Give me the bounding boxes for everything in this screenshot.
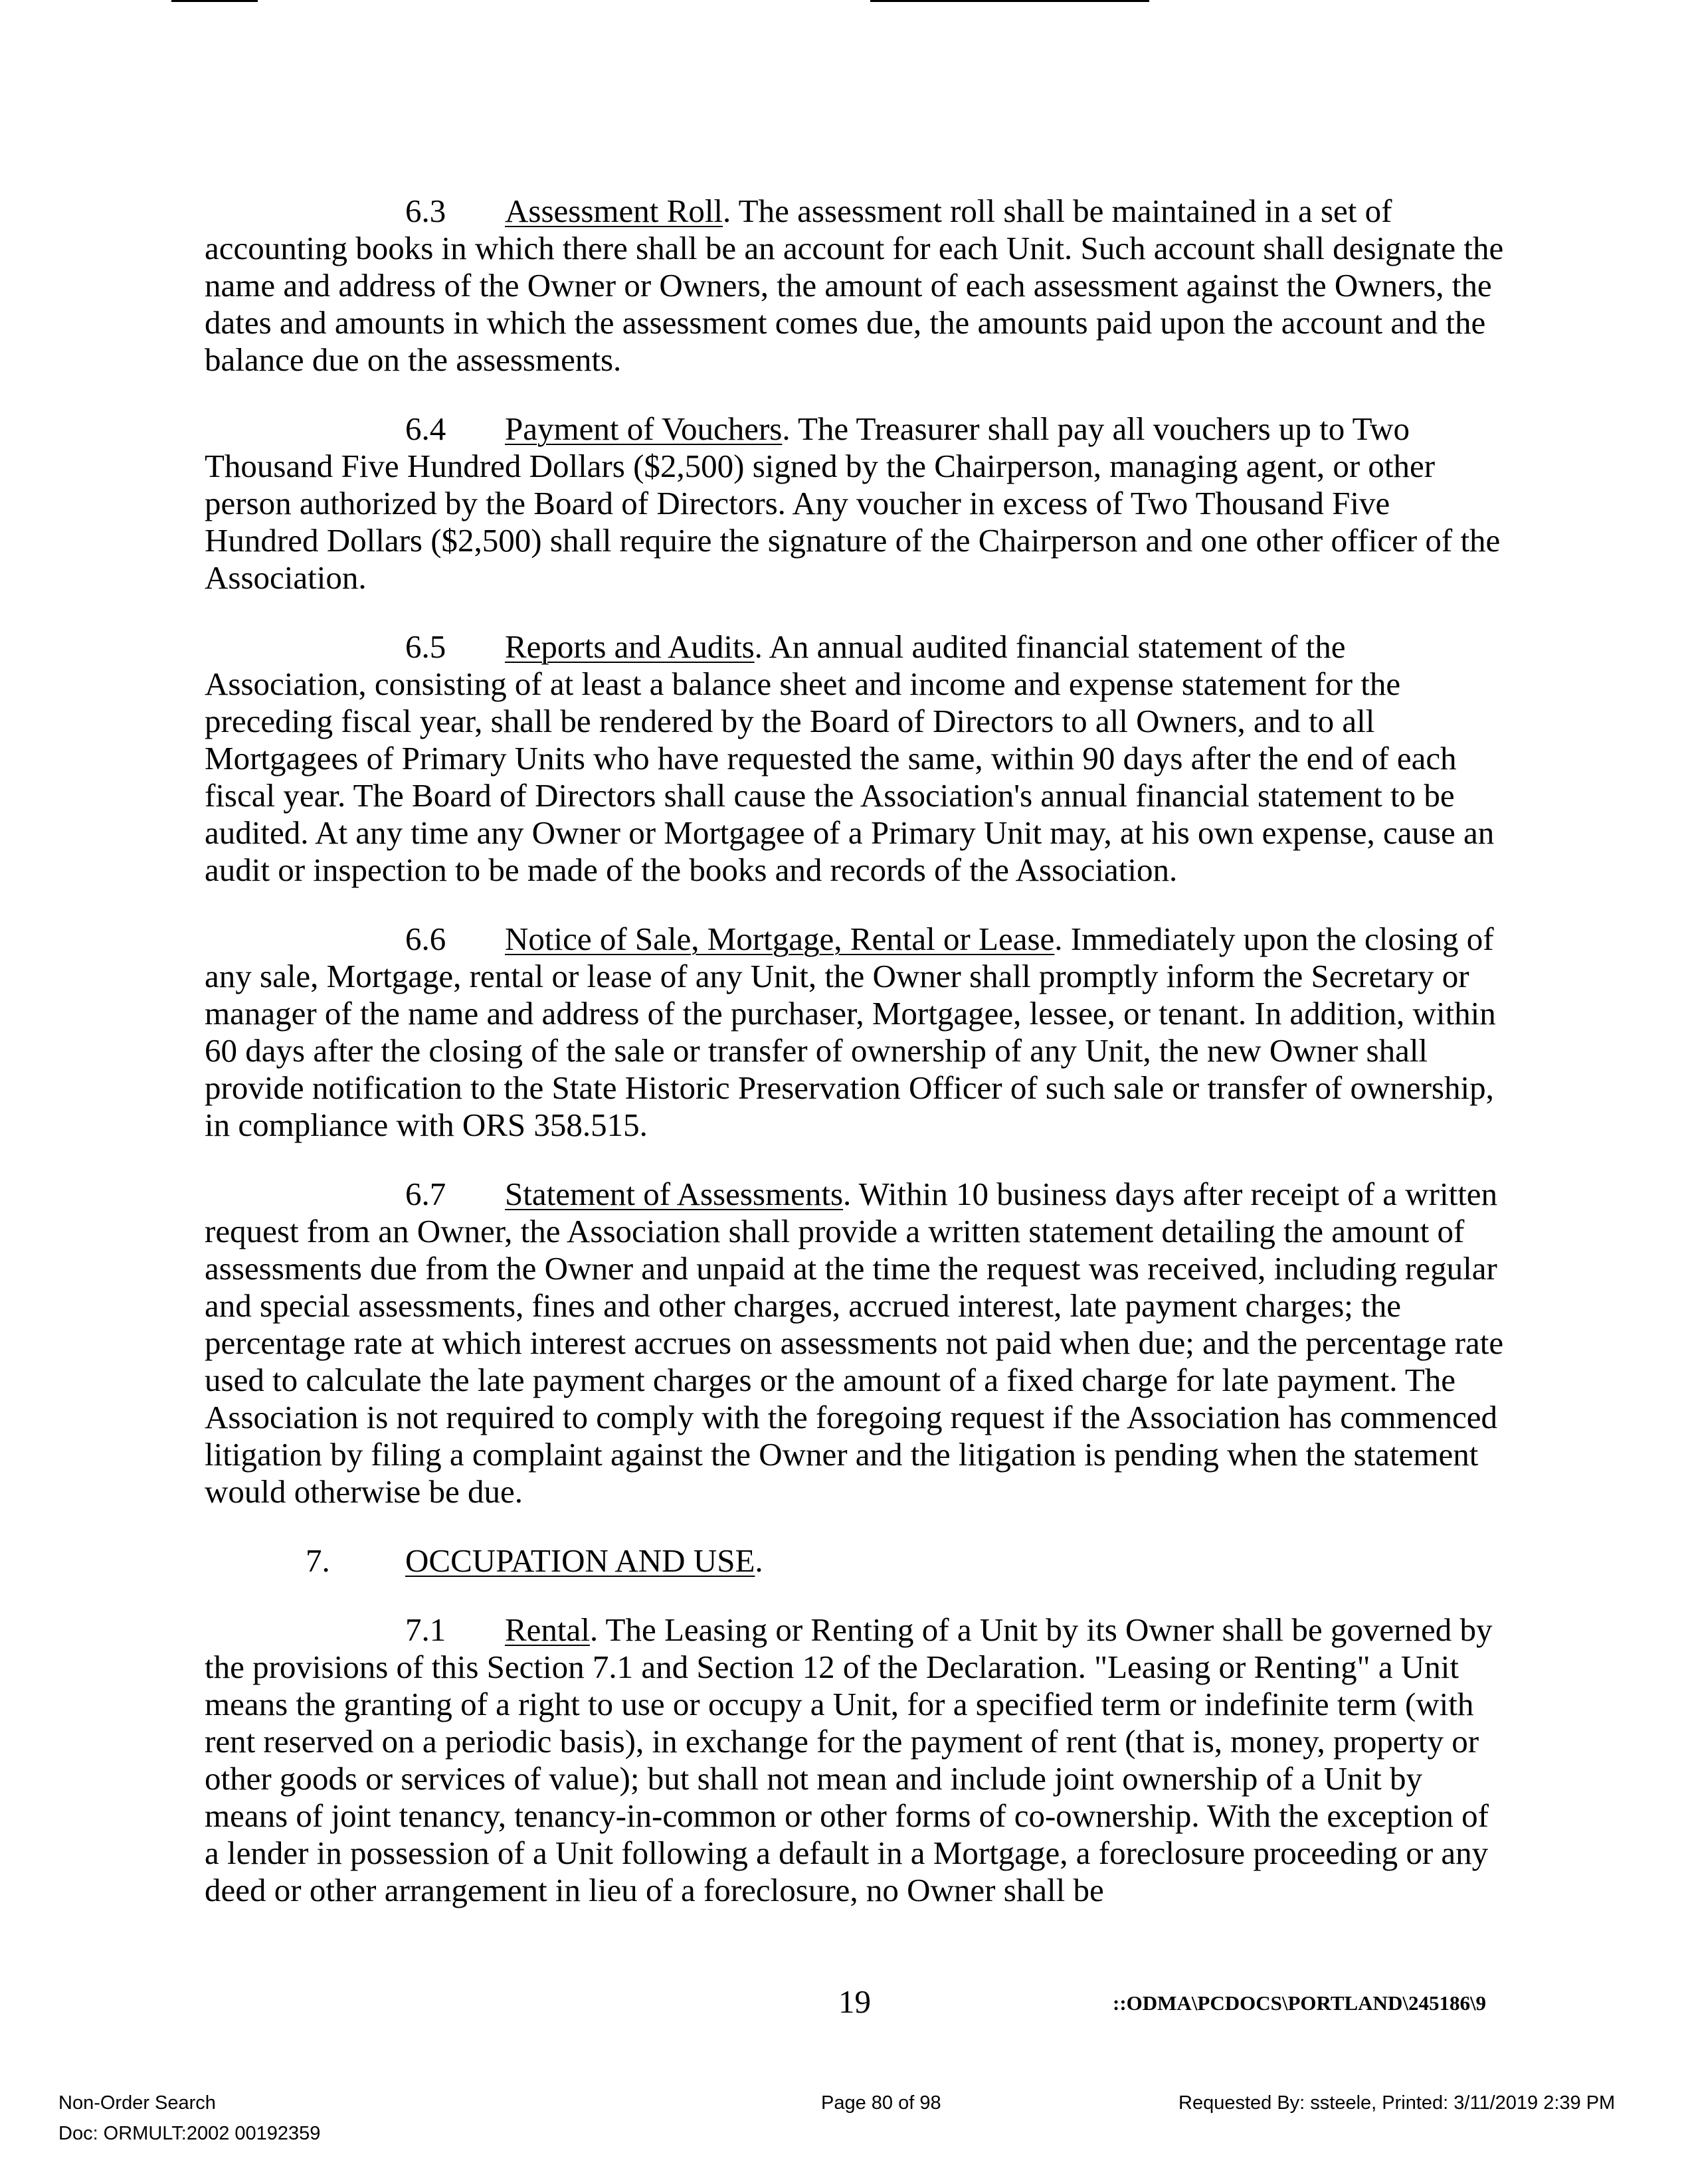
scan-artifact-line <box>171 0 258 2</box>
section-text: . An annual audited financial statement of the Association, consisting of at least a balance sheet and income and expense statement for the preceding fiscal year, shall be rendered by the Board of Directors to all Owners, and to all Mortgagees of Primary Units who have requested the same, within 90 days after the end of each fiscal year. The Board of Directors shall cause the Association's annual financial statement to be audited. At any time any Owner or Mortgagee of a Primary Unit may, at his own expense, cause an audit or inspection to be made of the books and records of the Association. <box>205 628 1495 888</box>
section-number: 6.3 <box>405 193 446 229</box>
section-title: Notice of Sale, Mortgage, Rental or Lease <box>505 921 1055 957</box>
section-text: . The Treasurer shall pay all vouchers up to Two Thousand Five Hundred Dollars ($2,500) signed by the Chairperson, managing agent, or other person authorized by the Board of Directors. Any voucher in excess of Two Thousand Five Hundred Dollars ($2,500) shall require the signature of the Chairperson and one other officer of the Association. <box>205 410 1501 596</box>
page-of: Page 80 of 98 <box>821 2092 941 2114</box>
requested-by: Requested By: ssteele, Printed: 3/11/2019 2:39 PM <box>1178 2092 1616 2114</box>
section-title: Rental <box>505 1611 590 1648</box>
section-6-4 <box>205 410 1504 596</box>
section-title: Statement of Assessments <box>505 1176 844 1212</box>
heading-title: OCCUPATION AND USE <box>405 1542 755 1579</box>
section-6-7 <box>205 1176 1504 1510</box>
document-body <box>205 193 1504 1941</box>
scan-artifact-line <box>870 0 1149 2</box>
section-number: 6.7 <box>405 1176 446 1212</box>
heading-suffix: . <box>755 1542 763 1579</box>
section-number: 6.6 <box>405 921 446 957</box>
document-path: ::ODMA\PCDOCS\PORTLAND\245186\9 <box>1113 1991 1487 2015</box>
section-text: . The Leasing or Renting of a Unit by its Owner shall be governed by the provisions of this Section 7.1 and Section 12 of the Declaration. "Leasing or Renting" a Unit means the granting of a right to use or occupy a Unit, for a specified term or indefinite term (with rent reserved on a periodic basis), in exchange for the payment of rent (that is, money, property or other goods or services of value); but shall not mean and include joint ownership of a Unit by means of joint tenancy, tenancy-in-common or other forms of co-ownership. With the exception of a lender in possession of a Unit following a default in a Mortgage, a foreclosure proceeding or any deed or other arrangement in lieu of a foreclosure, no Owner shall be <box>205 1611 1493 1908</box>
section-text: . Immediately upon the closing of any sale, Mortgage, rental or lease of any Unit, the Owner shall promptly inform the Secretary or manager of the name and address of the purchaser, Mortgagee, lessee, or tenant. In addition, within 60 days after the closing of the sale or transfer of ownership of any Unit, the new Owner shall provide notification to the State Historic Preservation Officer of such sale or transfer of ownership, in compliance with ORS 358.515. <box>205 921 1496 1143</box>
section-6-3 <box>205 193 1504 379</box>
search-type: Non-Order Search <box>58 2092 216 2114</box>
section-title: Reports and Audits <box>505 628 755 665</box>
section-title: Payment of Vouchers <box>505 410 783 447</box>
section-number: 6.4 <box>405 410 446 447</box>
heading-number: 7. <box>306 1542 330 1579</box>
section-6-6 <box>205 921 1504 1144</box>
section-text: . The assessment roll shall be maintained in a set of accounting books in which there shall be an account for each Unit. Such account shall designate the name and address of the Owner or Owners, the amount of each assessment against the Owners, the dates and amounts in which the assessment comes due, the amounts paid upon the account and the balance due on the assessments. <box>205 193 1504 378</box>
section-text: . Within 10 business days after receipt of a written request from an Owner, the Association shall provide a written statement detailing the amount of assessments due from the Owner and unpaid at the time the request was received, including regular and special assessments, fines and other charges, accrued interest, late payment charges; the percentage rate at which interest accrues on assessments not paid when due; and the percentage rate used to calculate the late payment charges or the amount of a fixed charge for late payment. The Association is not required to comply with the foregoing request if the Association has commenced litigation by filing a complaint against the Owner and the litigation is pending when the statement would otherwise be due. <box>205 1176 1504 1510</box>
page-number: 19 <box>838 1983 871 2020</box>
section-6-5 <box>205 628 1504 889</box>
doc-id: Doc: ORMULT:2002 00192359 <box>58 2123 321 2144</box>
heading-7 <box>205 1542 1504 1580</box>
section-number: 6.5 <box>405 628 446 665</box>
section-number: 7.1 <box>405 1611 446 1648</box>
section-title: Assessment Roll <box>505 193 723 229</box>
section-7-1 <box>205 1611 1504 1909</box>
